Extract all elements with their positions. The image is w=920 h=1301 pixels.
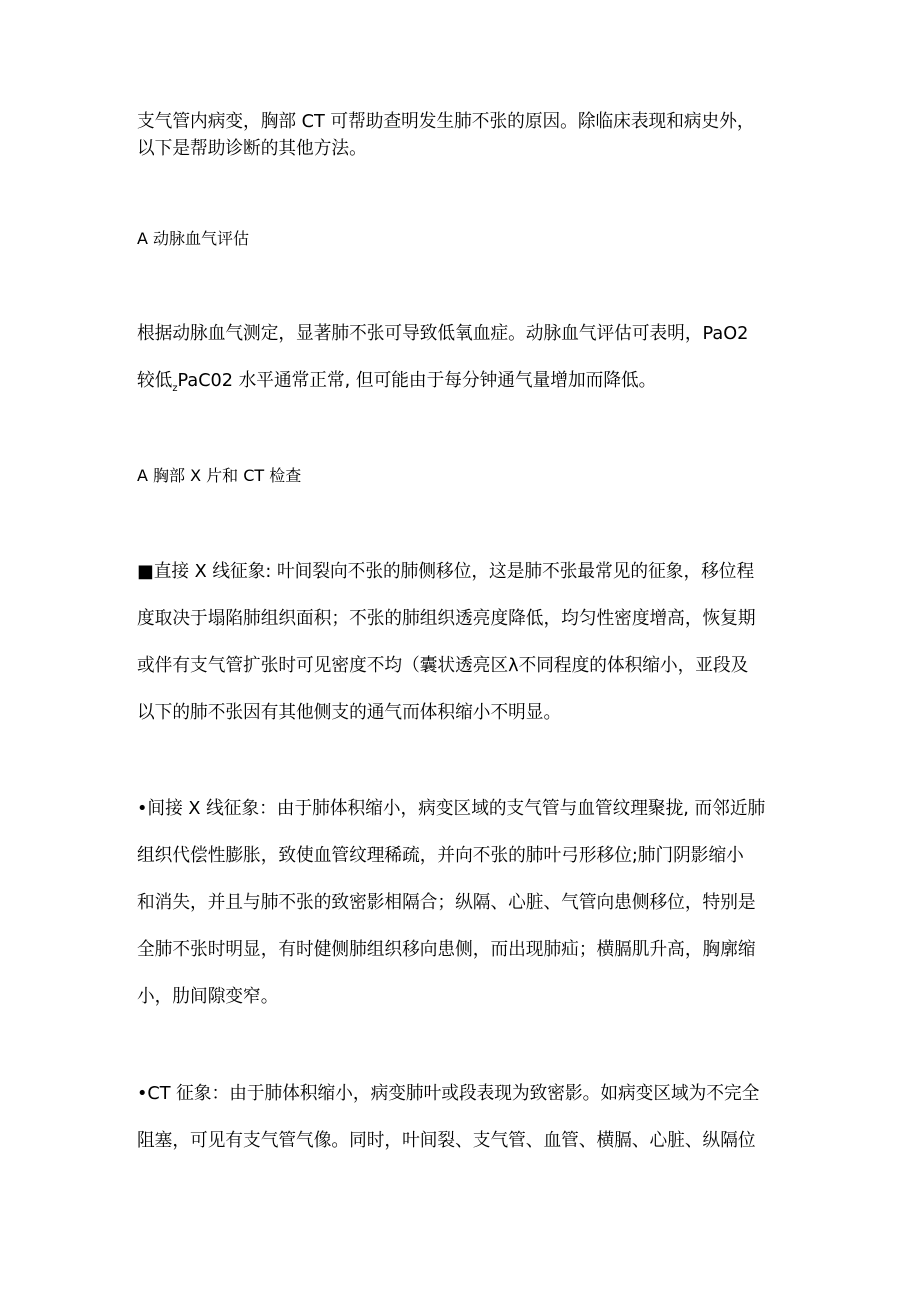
ct-sign-line: 阻塞，可见有支气管气像。同时，叶间裂、支气管、血管、横膈、心脏、纵隔位 xyxy=(137,1130,756,1151)
direct-sign-line: ■直接 X 线征象: 叶间裂向不张的肺侧移位，这是肺不张最常见的征象，移位程 xyxy=(137,561,755,582)
abg-line-2-subscript: z xyxy=(172,383,178,394)
indirect-sign-line: •间接 X 线征象：由于肺体积缩小，病变区域的支气管与血管纹理聚拢, 而邻近肺 xyxy=(137,798,766,819)
indirect-sign-line: 和消失，并且与肺不张的致密影相隔合；纵隔、心脏、气管向患侧移位，特别是 xyxy=(137,892,756,913)
ct-sign-line: •CT 征象：由于肺体积缩小，病变肺叶或段表现为致密影。如病变区域为不完全 xyxy=(137,1083,760,1104)
indirect-sign-line: 组织代偿性膨胀，致使血管纹理稀疏，并向不张的肺叶弓形移位;肺门阴影缩小 xyxy=(137,845,744,866)
direct-sign-line: 或伴有支气管扩张时可见密度不均（囊状透亮区λ不同程度的体积缩小，亚段及 xyxy=(137,655,749,676)
section-heading-imaging: A 胸部 X 片和 CT 检查 xyxy=(137,466,302,485)
indirect-sign-line: 小，肋间隙变窄。 xyxy=(137,986,279,1007)
intro-line-1: 支气管内病变，胸部 CT 可帮助查明发生肺不张的原因。除临床表现和病史外， xyxy=(137,111,755,132)
abg-line-2-text-a: 较低 xyxy=(137,370,173,391)
direct-sign-line: 以下的肺不张因有其他侧支的通气而体积缩小不明显。 xyxy=(137,702,562,723)
direct-sign-line: 度取决于塌陷肺组织面积；不张的肺组织透亮度降低，均匀性密度增高，恢复期 xyxy=(137,608,756,629)
intro-line-2: 以下是帮助诊断的其他方法。 xyxy=(137,138,367,159)
section-heading-abg: A 动脉血气评估 xyxy=(137,229,250,248)
abg-line-2 xyxy=(137,369,785,396)
abg-line-2-text-b: PaC02 水平通常正常, 但可能由于每分钟通气量增加而降低。 xyxy=(177,370,657,391)
indirect-sign-line: 全肺不张时明显，有时健侧肺组织移向患侧，而出现肺疝；横膈肌升高，胸廓缩 xyxy=(137,939,756,960)
abg-line-1: 根据动脉血气测定，显著肺不张可导致低氧血症。动脉血气评估可表明，PaO2 xyxy=(137,323,749,344)
